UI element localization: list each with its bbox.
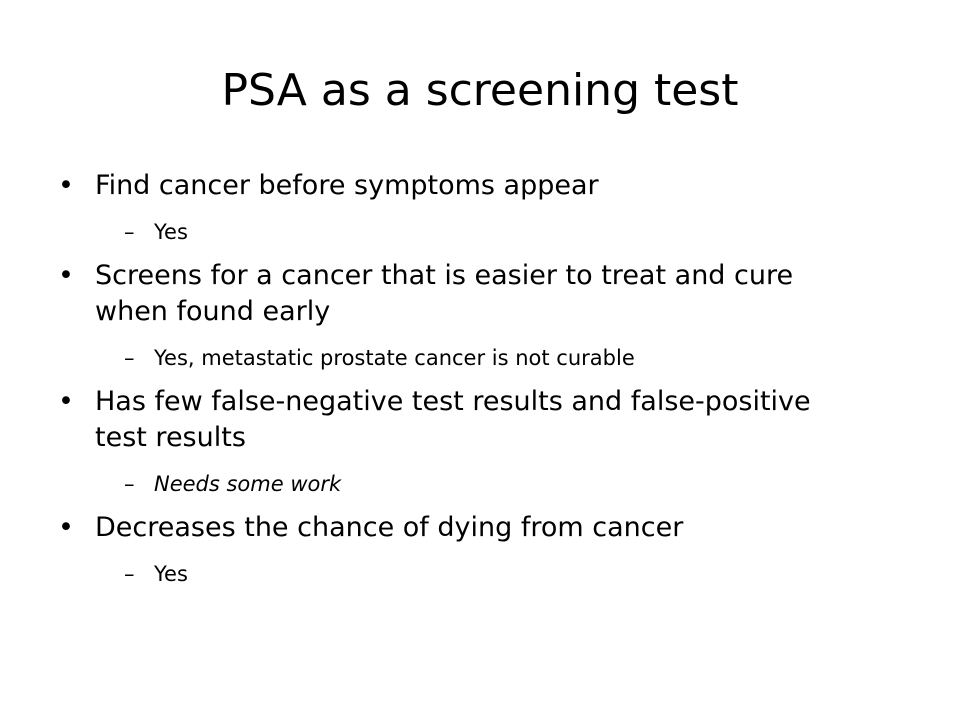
sub-bullet-text: Yes bbox=[154, 220, 188, 244]
dash-marker: – bbox=[124, 346, 135, 370]
slide-content bbox=[58, 168, 888, 600]
dash-marker: – bbox=[124, 562, 135, 586]
slide-title: PSA as a screening test bbox=[221, 65, 739, 116]
sub-bullet-item bbox=[58, 560, 888, 588]
sub-bullet-text: Yes bbox=[154, 562, 188, 586]
sub-bullet-item bbox=[58, 218, 888, 246]
dash-marker: – bbox=[124, 220, 135, 244]
bullet-item: • Screens for a cancer that is easier to treat and cure when found early bbox=[58, 258, 855, 330]
bullet-item: • Has few false-negative test results and false-positive test results bbox=[58, 384, 855, 456]
sub-bullet-item bbox=[58, 344, 888, 372]
bullet-item: • Find cancer before symptoms appear bbox=[58, 168, 888, 204]
bullet-item: • Decreases the chance of dying from cancer bbox=[58, 510, 888, 546]
dash-marker: – bbox=[124, 472, 135, 496]
sub-bullet-text: Needs some work bbox=[154, 472, 342, 496]
sub-bullet-item bbox=[58, 470, 888, 498]
sub-bullet-text: Yes, metastatic prostate cancer is not curable bbox=[154, 346, 635, 370]
